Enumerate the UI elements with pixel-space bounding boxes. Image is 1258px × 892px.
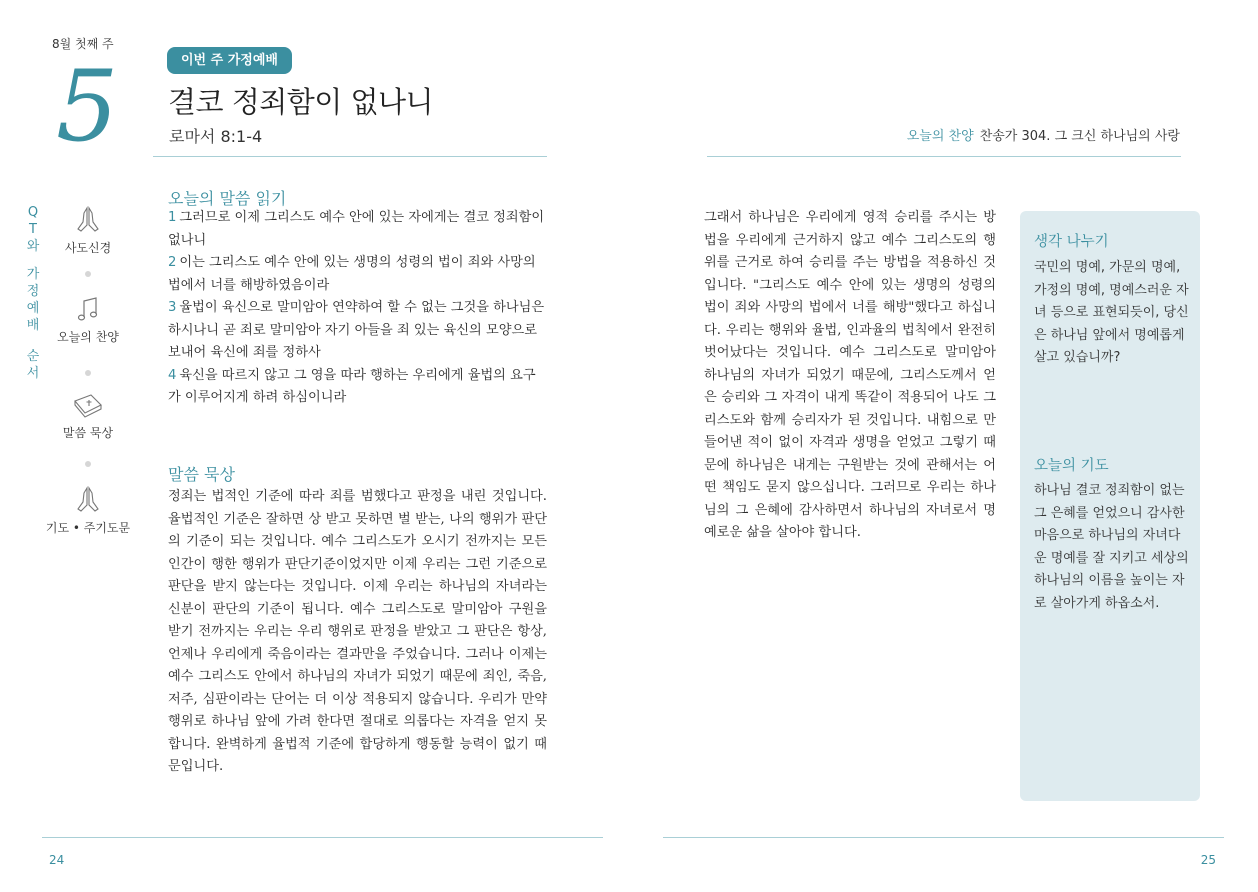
meditation-body-right: 그래서 하나님은 우리에게 영적 승리를 주시는 방법을 우리에게 근거하지 않고 예수 그리스도의 행위를 근거로 하여 승리를 주는 방법을 적용하신 것입니다. "그리스도 예수 안에 있는 생명의 성령의 법이 죄와 사망의 법에서 너를 해방"했다고 하십니다. 우리는 행위와 율법, 인과율의 법칙에서 완전히 벗어났다는 것입니다. 예수 그리스도로 말미암아 하나님의 자녀가 되었기 때문에, 그리스도께서 얻은 승리와 그 자격이 내게 똑같이 적용되어 나도 그리스도와 함께 승리자가 된 것입니다. 내힘으로 만들어낸 적이 없이 자격과 생명을 얻었고 그렇기 때문에 하나님은 내게는 구원받는 것에 관해서는 어떤 책임도 묻지 않으십니다. 그러므로 우리는 하나님의 그 은혜에 감사하면서 하나님의 자녀로서 명예로운 삶을 살아야 합니다. [704,210,996,540]
verse-4: 4 육신을 따르지 않고 그 영을 따라 행하는 우리에게 율법의 요구가 이루어지게 하려 하심이니라 [168,367,536,405]
footer-rule-right [663,837,1224,838]
verse-1: 1 그러므로 이제 그리스도 예수 안에 있는 자에게는 결코 정죄함이 없나니 [168,210,545,248]
step-label: 말씀 묵상 [62,426,114,440]
step-label: 기도 • 주기도문 [45,521,131,535]
bible-icon [72,392,104,420]
week-label: 8월 첫째 주 [52,37,114,51]
prayer-text: 하나님 결코 정죄함이 없는 그 은혜를 얻었으니 감사한 마음으로 하나님의 자녀다운 명예를 잘 지키고 세상의 하나님의 이름을 높이는 자로 살아가게 하옵소서. [1034,483,1189,611]
discussion-box [1020,211,1200,801]
verse-3: 3 율법이 육신으로 말미암아 연약하여 할 수 없는 그것을 하나님은 하시나니 곧 죄로 말미암아 자기 아들을 죄 있는 육신의 모양으로 보내어 육신에 죄를 정하사 [168,300,545,360]
side-label-order: 순 서 [26,349,40,381]
page-title: 결코 정죄함이 없나니 [168,85,434,119]
header-rule-left [153,156,547,157]
side-label-family-worship: 가 정 예 배 [26,267,40,333]
step-label: 오늘의 찬양 [57,330,119,344]
share-text: 국민의 명예, 가문의 명예, 가정의 명예, 명예스러운 자녀 등으로 표현되듯이, 당신은 하나님 앞에서 명예롭게 살고 있습니까? [1034,260,1189,365]
page-number-right: 25 [1200,853,1216,867]
praying-hands-icon [73,205,103,235]
step-divider-dot [85,370,91,376]
step-label: 사도신경 [64,241,112,255]
step-hymn [38,296,138,345]
step-prayer [38,485,138,536]
step-apostles-creed [38,205,138,256]
scripture-reference: 로마서 8:1-4 [169,127,263,146]
day-number: 5 [56,50,119,164]
step-meditation [38,392,138,441]
section-badge: 이번 주 가정예배 [167,47,292,74]
verse-list [168,207,547,410]
music-note-icon [75,296,101,324]
footer-rule-left [42,837,603,838]
meditation-body-left: 정죄는 법적인 기준에 따라 죄를 범했다고 판정을 내린 것입니다. 율법적인 기준은 잘하면 상 받고 못하면 벌 받는, 나의 행위가 판단의 기준이 되는 것입니다. 예수 그리스도가 오시기 전까지는 모든 인간이 행한 행위가 판단기준이었지만 이제 우리는 그런 기준으로 판단을 받지 않는다는 것입니다. 이제 우리는 하나님의 자녀라는 신분이 판단의 기준이 됩니다. 예수 그리스도로 말미암아 구원을 받기 전까지는 우리는 우리 행위로 판정을 받았고 그 판단은 항상, 언제나 우리에게 죽음이라는 결과만을 주었습니다. 그러나 이제는 예수 그리스도 안에서 하나님의 자녀가 되었기 때문에 죄인, 죽음, 저주, 심판이라는 단어는 더 이상 적용되지 않습니다. 우리가 만약 행위로 하나님 앞에 가려 한다면 절대로 의롭다는 자격을 얻지 못합니다. 완벽하게 율법적 기준에 합당하게 행동할 능력이 없기 때문입니다. [168,489,547,774]
hymn-text: 찬송가 304. 그 크신 하나님의 사랑 [979,129,1180,144]
side-label-qt: Q T 와 [26,205,40,254]
verse-2: 2 이는 그리스도 예수 안에 있는 생명의 성령의 법이 죄와 사망의 법에서 너를 해방하였음이라 [168,255,536,293]
praying-hands-icon [73,485,103,515]
hymn-label: 오늘의 찬양 [906,129,974,144]
step-divider-dot [85,271,91,277]
step-divider-dot [85,461,91,467]
prayer-heading: 오늘의 기도 [1034,458,1109,474]
header-rule-right [707,156,1181,157]
page-number-left: 24 [49,853,65,867]
hymn-of-the-day [907,125,1180,144]
meditation-heading: 말씀 묵상 [168,465,235,484]
share-heading: 생각 나누기 [1034,234,1109,250]
reading-heading: 오늘의 말씀 읽기 [168,189,287,208]
